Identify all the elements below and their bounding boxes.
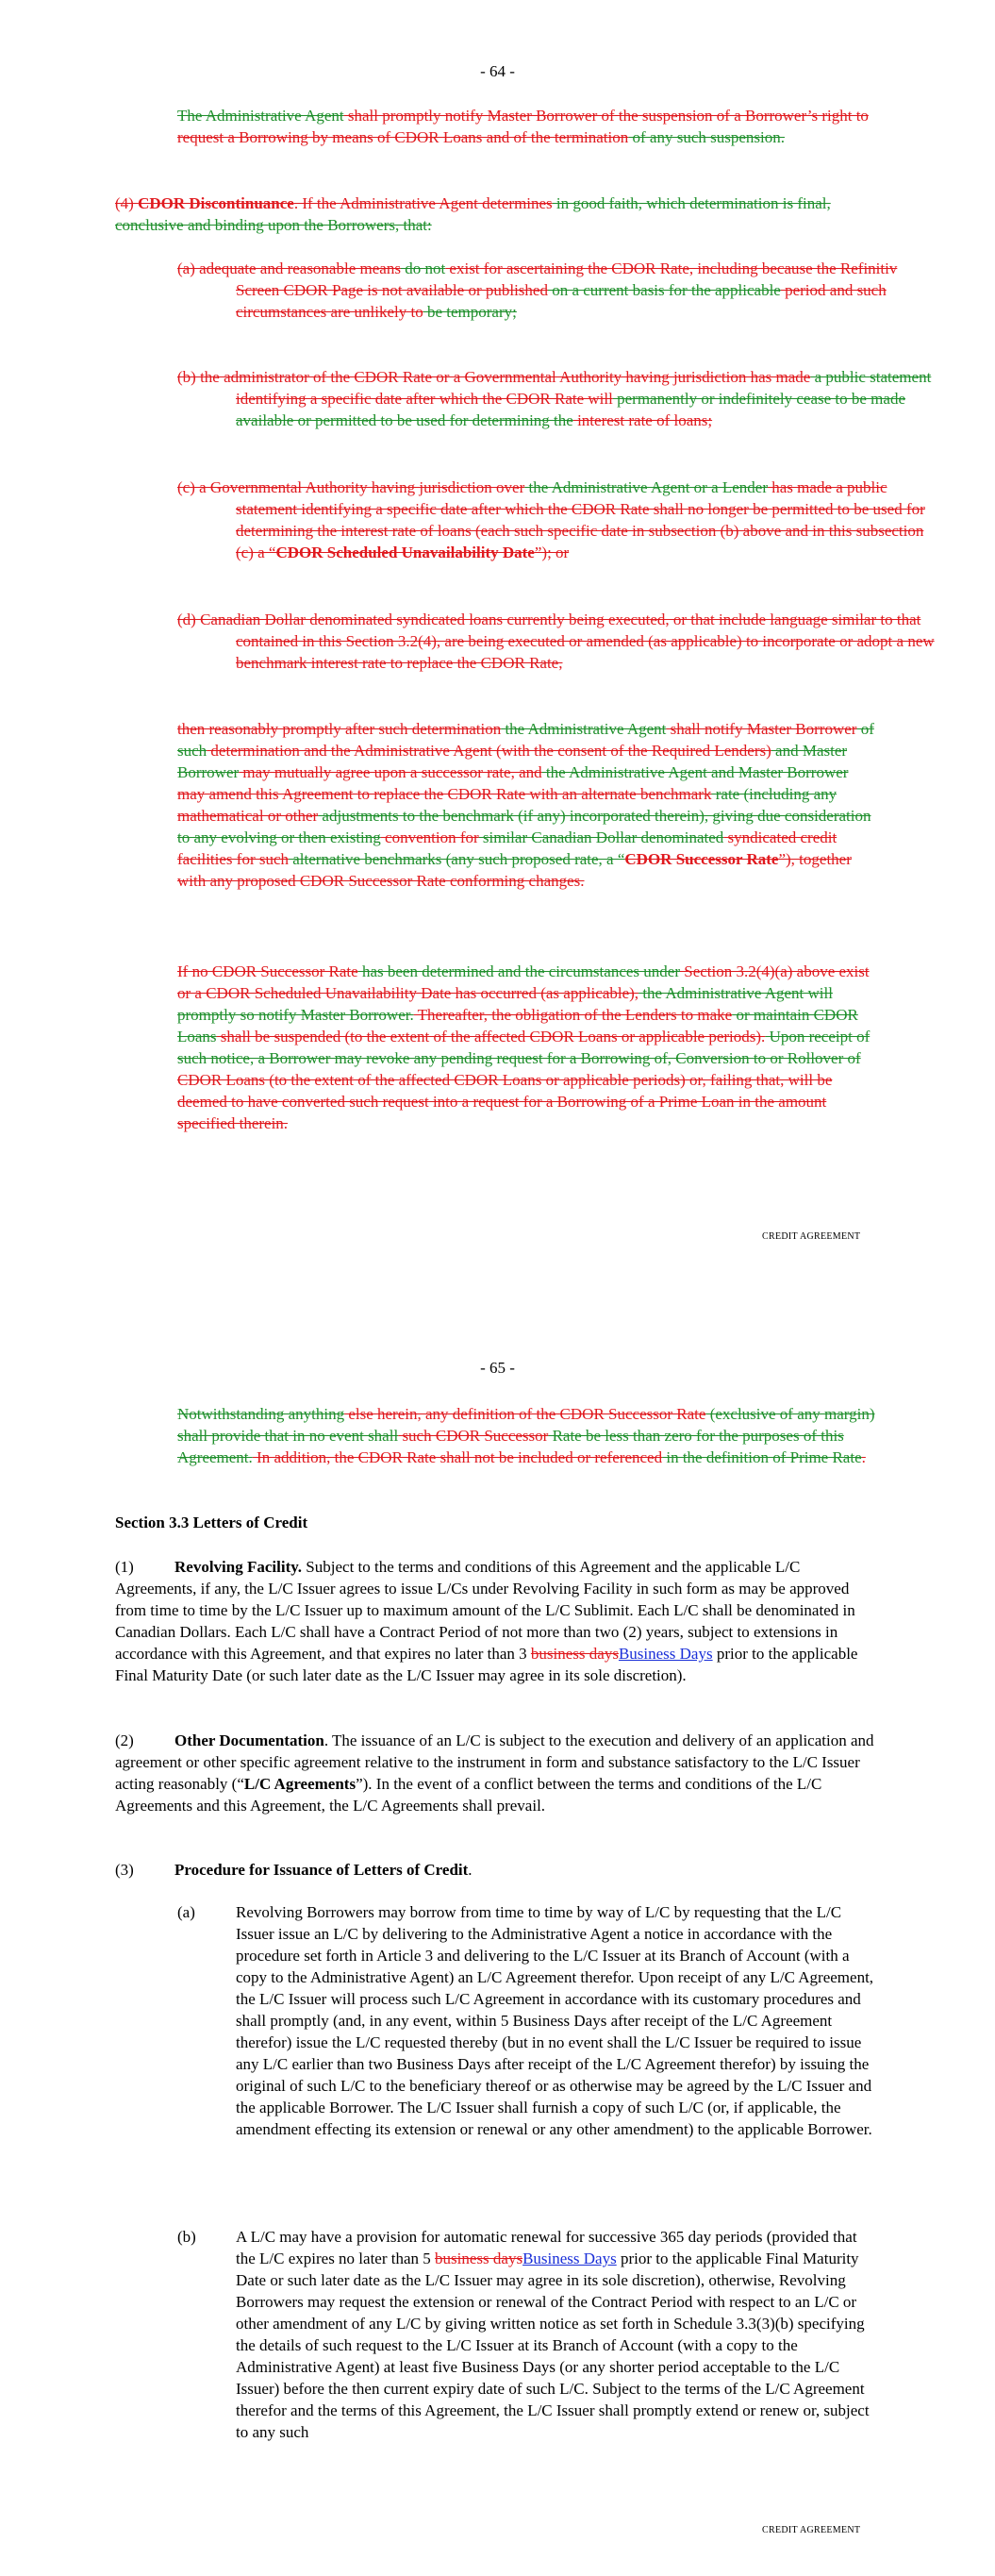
business-days-link[interactable]: Business Days xyxy=(618,1645,713,1663)
list-item-3a: (a) Revolving Borrowers may borrow from time to time by way of L/C by requesting that the L/C Issuer issue an L/C by delivering to the Administrative Agent a notice in accordance with the procedure set forth in Article 3 and delivering to the L/C Issuer at its Branch of Account (with a copy to the Administrative Agent) an L/C Agreement therefor. Upon receipt of any L/C Agreement, the L/C Issuer will process such L/C Agreement in accordance with its customary procedures and shall promptly (and, in any event, within 5 Business Days after receipt of the L/C Agreement therefor) issue the L/C requested thereby (but in no event shall the L/C Issuer be required to issue any L/C earlier than two Business Days after receipt of the L/C Agreement therefor) by issuing the original of such L/C to the beneficiary thereof or as otherwise may be agreed by the L/C Issuer and the applicable Borrower. The L/C Issuer shall furnish a copy of such L/C (or, if applicable, the amendment effecting its extension or renewal or any other amendment) to the applicable Borrower. xyxy=(177,1903,874,2138)
page-number: - 64 - xyxy=(480,62,515,80)
list-item-b: (b) the administrator of the CDOR Rate or a Governmental Authority having jurisdiction has made a public statement identifying a specific date after which the CDOR Rate will permanently or indefinitely cease to be made available or permitted to be used for determining the interest rate of loans; xyxy=(177,368,932,429)
list-item-d: (d) Canadian Dollar denominated syndicated loans currently being executed, or that include language similar to that contained in this Section 3.2(4), are being executed or amended (as applicable) to incorporate or adopt a new benchmark interest rate to replace the CDOR Rate, xyxy=(177,611,935,672)
list-item-c: (c) a Governmental Authority having jurisdiction over the Administrative Agent or a Lender has made a public statement identifying a specific date after which the CDOR Rate shall no longer be permitted to be used for determining the interest rate of loans (each such specific date in subsection (b) above and in this subsection (c) a “CDOR Scheduled Unavailability Date”); or xyxy=(177,478,925,561)
page-footer: CREDIT AGREEMENT xyxy=(762,1231,861,1242)
paragraph-no-successor-rate: If no CDOR Successor Rate has been determined and the circumstances under Section 3.2(4)(a) above exist or a CDOR Scheduled Unavailability Date has occurred (as applicable), the Administrative Agent will promptly so notify Master Borrower. Thereafter, the obligation of the Lenders to make or maintain CDOR Loans shall be suspended (to the extent of the affected CDOR Loans or applicable periods). Upon receipt of such notice, a Borrower may revoke any pending request for a Borrowing of, Conversion to or Rollover of CDOR Loans (to the extent of the affected CDOR Loans or applicable periods) or, failing that, will be deemed to have converted such request into a request for a Borrowing of a Prime Loan in the amount specified therein. xyxy=(177,962,871,1132)
section-3-3-1: (1) Revolving Facility. Subject to the terms and conditions of this Agreement and the applicable L/C Agreements, if any, the L/C Issuer agrees to issue L/Cs under Revolving Facility in such form as may be approved from time to time by the L/C Issuer up to maximum amount of the L/C Sublimit. Each L/C shall be denominated in Canadian Dollars. Each L/C shall have a Contract Period of not more than two (2) years, subject to extensions in accordance with this Agreement, and that expires no later than 3 business daysBusiness Days prior to the applicable Final Maturity Date (or such later date as the L/C Issuer may agree in its sole discretion). xyxy=(115,1558,858,1684)
paragraph-notwithstanding: Notwithstanding anything else herein, any definition of the CDOR Successor Rate (exclusive of any margin) shall provide that in no event shall such CDOR Successor Rate be less than zero for the purposes of this Agreement. In addition, the CDOR Rate shall not be included or referenced in the definition of Prime Rate. xyxy=(177,1405,875,1466)
section-heading: Section 3.3 Letters of Credit xyxy=(115,1514,308,1531)
business-days-link[interactable]: Business Days xyxy=(522,2250,617,2267)
paragraph-successor-rate: then reasonably promptly after such determination the Administrative Agent shall notify Master Borrower of such determination and the Administrative Agent (with the consent of the Required Lenders) and Master Borrower may mutually agree upon a successor rate, and the Administrative Agent and Master Borrower may amend this Agreement to replace the CDOR Rate with an alternate benchmark rate (including any mathematical or other adjustments to the benchmark (if any) incorporated therein), giving due consideration to any evolving or then existing convention for similar Canadian Dollar denominated syndicated credit facilities for such alternative benchmarks (any such proposed rate, a “CDOR Successor Rate”), together with any proposed CDOR Successor Rate conforming changes. xyxy=(177,720,874,890)
list-item-a: (a) adequate and reasonable means do not exist for ascertaining the CDOR Rate, including because the Refinitiv Screen CDOR Page is not available or published on a current basis for the applicable period and such circumstances are unlikely to be temporary; xyxy=(177,259,898,321)
paragraph-cdor-discontinuance: (4) CDOR Discontinuance. If the Administrative Agent determines in good faith, which determination is final, conclusive and binding upon the Borrowers, that: xyxy=(115,194,831,234)
paragraph-suspension-notice: The Administrative Agent shall promptly notify Master Borrower of the suspension of a Borrower’s right to request a Borrowing by means of CDOR Loans and of the termination of any such suspension. xyxy=(177,107,869,146)
list-item-3b: (b) A L/C may have a provision for automatic renewal for successive 365 day periods (provided that the L/C expires no later than 5 business daysBusiness Days prior to the applicable Final Maturity Date or such later date as the L/C Issuer may agree in its sole discretion), otherwise, Revolving Borrowers may request the extension or renewal of the Contract Period with respect to an L/C or other amendment of any L/C by giving written notice as set forth in Schedule 3.3(3)(b) specifying the details of such request to the L/C Issuer at its Branch of Account (with a copy to the Administrative Agent) at least five Business Days (or any shorter period acceptable to the L/C Issuer) before the then current expiry date of such L/C. Subject to the terms of the L/C Agreement therefor and the terms of this Agreement, the L/C Issuer shall promptly extend or renew or, subject to any such xyxy=(177,2228,870,2441)
page-number: - 65 - xyxy=(480,1359,515,1377)
page-footer: CREDIT AGREEMENT xyxy=(762,2525,861,2535)
section-3-3-2: (2) Other Documentation. The issuance of an L/C is subject to the execution and delivery of an application and agreement or other specific agreement relative to the instrument in form and substance satisfactory to the L/C Issuer acting reasonably (“L/C Agreements”). In the event of a conflict between the terms and conditions of the L/C Agreements and this Agreement, the L/C Agreements shall prevail. xyxy=(115,1731,874,1815)
section-3-3-3: (3) Procedure for Issuance of Letters of Credit. xyxy=(115,1861,473,1879)
